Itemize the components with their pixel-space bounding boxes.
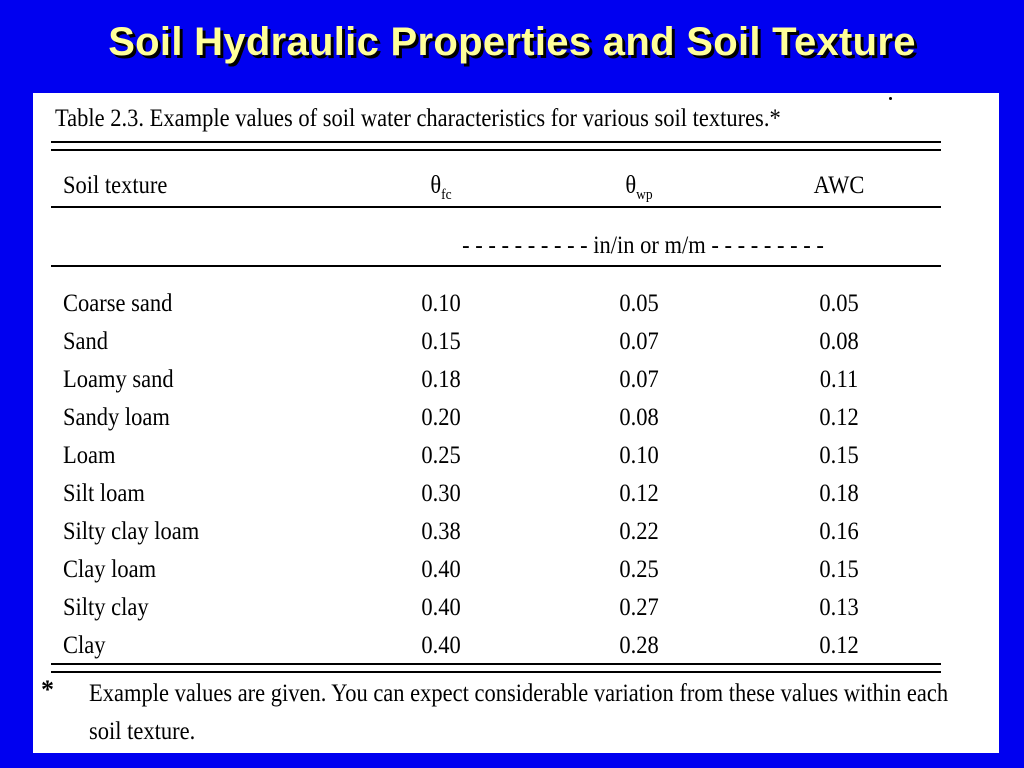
row-texture: Silt loam <box>63 480 145 507</box>
row-texture: Clay <box>63 632 106 659</box>
row-theta-fc: 0.30 <box>421 480 461 507</box>
row-awc: 0.11 <box>819 366 859 393</box>
row-theta-wp: 0.07 <box>619 366 659 393</box>
table-bottom-double-rule <box>51 663 941 673</box>
row-awc: 0.15 <box>819 442 859 469</box>
row-awc: 0.16 <box>819 518 859 545</box>
row-theta-fc: 0.40 <box>421 632 461 659</box>
row-theta-fc: 0.18 <box>421 366 461 393</box>
row-texture: Silty clay loam <box>63 518 200 545</box>
row-awc: 0.12 <box>819 404 859 431</box>
row-theta-wp: 0.07 <box>619 328 659 355</box>
row-texture: Sandy loam <box>63 404 170 431</box>
row-texture: Clay loam <box>63 556 157 583</box>
row-texture: Loamy sand <box>63 366 174 393</box>
footnote-marker: * <box>41 675 54 704</box>
row-theta-fc: 0.40 <box>421 594 461 621</box>
units-line: - - - - - - - - - - in/in or m/m - - - - - - - - - <box>462 232 824 259</box>
theta-fc-symbol: θ <box>430 172 442 199</box>
row-awc: 0.15 <box>819 556 859 583</box>
row-texture: Coarse sand <box>63 290 173 317</box>
footnote-text: Example values are given. You can expect considerable variation from these values within each soil texture. <box>89 680 949 745</box>
row-texture: Loam <box>63 442 116 469</box>
header-awc-label: AWC <box>813 172 865 199</box>
row-theta-fc: 0.25 <box>421 442 461 469</box>
row-awc: 0.18 <box>819 480 859 507</box>
row-awc: 0.05 <box>819 290 859 317</box>
slide-title: Soil Hydraulic Properties and Soil Texture <box>108 20 916 64</box>
theta-fc-subscript: fc <box>441 187 452 203</box>
row-theta-wp: 0.22 <box>619 518 659 545</box>
theta-wp-subscript: wp <box>636 187 653 203</box>
scan-speck <box>889 97 892 100</box>
table-panel <box>33 93 999 753</box>
row-theta-fc: 0.15 <box>421 328 461 355</box>
row-texture: Sand <box>63 328 108 355</box>
row-theta-wp: 0.05 <box>619 290 659 317</box>
row-theta-wp: 0.28 <box>619 632 659 659</box>
row-theta-fc: 0.20 <box>421 404 461 431</box>
row-texture: Silty clay <box>63 594 149 621</box>
row-theta-wp: 0.12 <box>619 480 659 507</box>
row-theta-fc: 0.10 <box>421 290 461 317</box>
units-rule <box>51 265 941 267</box>
header-soil-texture: Soil texture <box>63 172 168 199</box>
row-theta-fc: 0.38 <box>421 518 461 545</box>
row-awc: 0.12 <box>819 632 859 659</box>
row-awc: 0.13 <box>819 594 859 621</box>
table-caption: Table 2.3. Example values of soil water characteristics for various soil textures.* <box>55 105 781 132</box>
row-theta-wp: 0.25 <box>619 556 659 583</box>
row-theta-wp: 0.27 <box>619 594 659 621</box>
header-rule <box>51 206 941 208</box>
row-awc: 0.08 <box>819 328 859 355</box>
row-theta-fc: 0.40 <box>421 556 461 583</box>
table-top-double-rule <box>51 141 941 151</box>
theta-wp-symbol: θ <box>625 172 637 199</box>
row-theta-wp: 0.08 <box>619 404 659 431</box>
row-theta-wp: 0.10 <box>619 442 659 469</box>
